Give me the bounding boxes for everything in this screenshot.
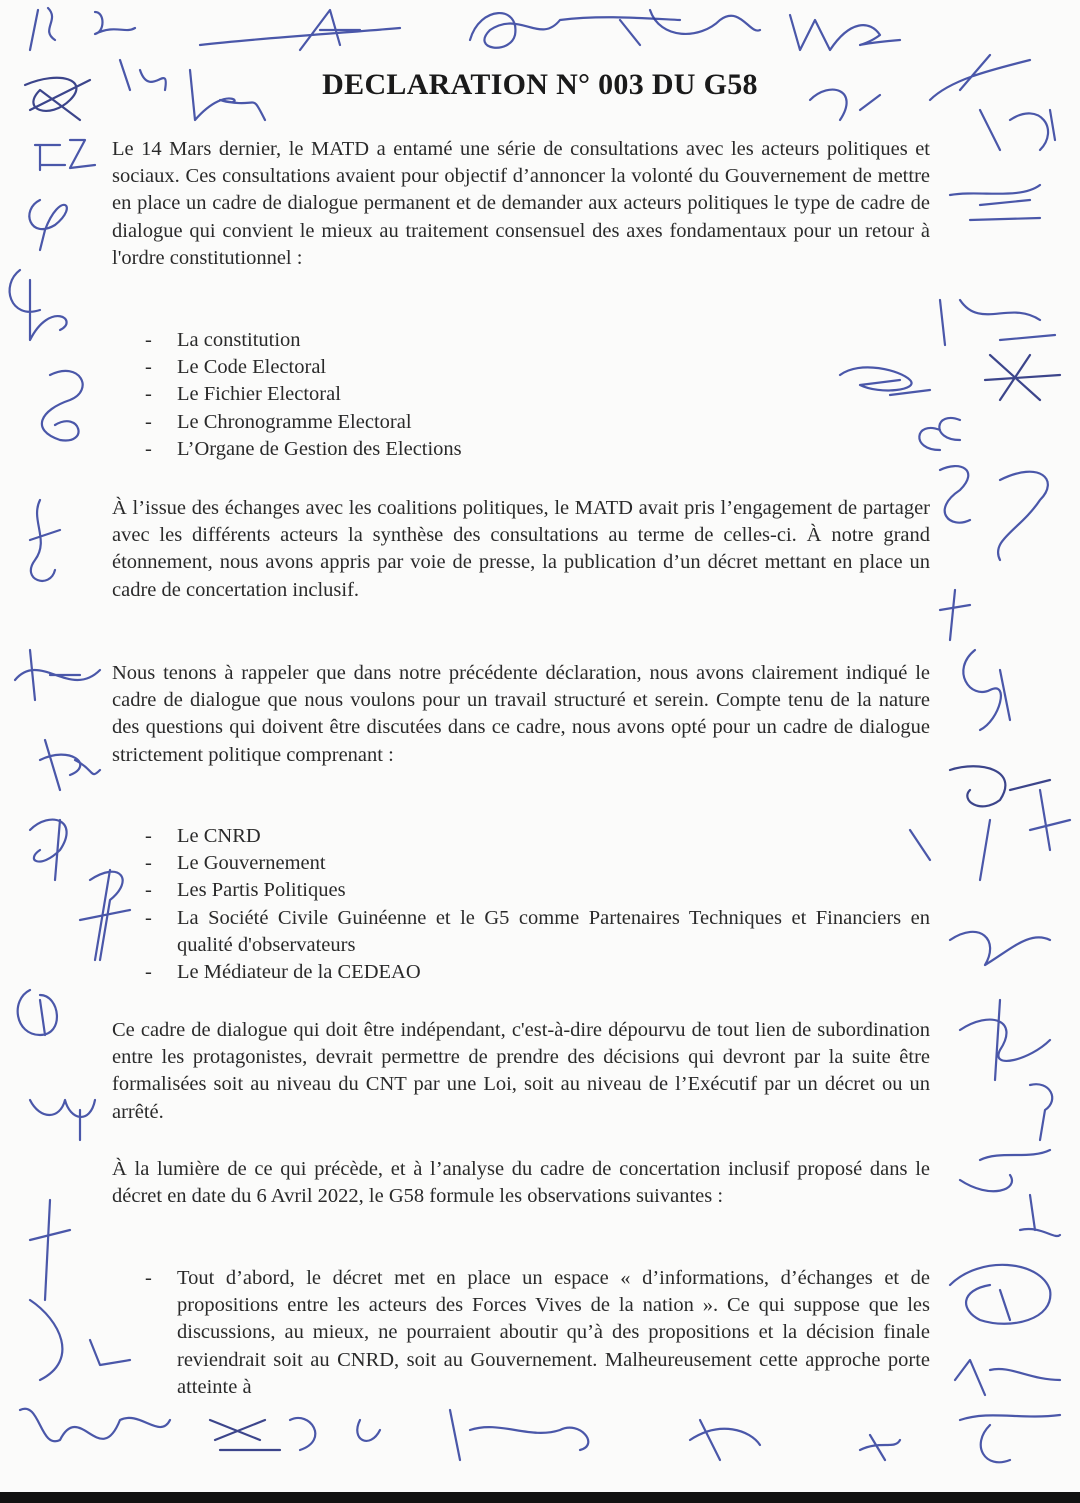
signature-icon — [290, 1418, 380, 1450]
list-item: - Le CNRD — [145, 825, 261, 847]
paragraph-2 — [112, 495, 930, 604]
signature-icon — [210, 1420, 280, 1450]
signature-icon — [955, 1360, 1060, 1395]
signature-icon — [950, 185, 1040, 220]
signature-icon — [30, 500, 60, 581]
list-item: - La constitution — [145, 329, 301, 351]
signature-icon — [29, 200, 66, 250]
signature-icon — [450, 1410, 588, 1460]
signature-icon — [1020, 1195, 1060, 1236]
signature-icon — [10, 270, 67, 340]
signature-icon — [950, 766, 1050, 806]
signature-icon — [1030, 1084, 1052, 1140]
signature-icon — [30, 820, 67, 880]
paragraph-1-text: Le 14 Mars dernier, le MATD a entamé une série de consultations avec les acteurs politiques et sociaux. Ces consultations avaient pour objectif d’annoncer la volonté du Gouvernement de mettre en place un cadre de dialogue permanent et de demander aux acteurs politiques le type de cadre de dialogue qui convient le mieux au traitement consensuel des axes fondamentaux pour un retour à l'ordre constitutionnel : — [112, 138, 930, 269]
signature-icon — [940, 590, 970, 640]
declaration-title: DECLARATION N° 003 DU G58 — [322, 68, 758, 101]
paragraph-3 — [112, 660, 930, 769]
signature-icon — [960, 1000, 1050, 1080]
signature-icon — [860, 1435, 900, 1460]
list-dialogue-axes — [112, 327, 930, 463]
list-item: - Le Médiateur de la CEDEAO — [145, 961, 421, 984]
list-item: - La Société Civile Guinéenne et le G5 comme Partenaires Techniques et Financiers en qualité d'observateurs — [145, 906, 930, 956]
signature-icon — [620, 10, 760, 45]
list-observations — [112, 1265, 930, 1401]
list-item: - Le Chronogramme Electoral — [145, 410, 412, 433]
signature-icon — [30, 1100, 95, 1140]
list-item: - Le Code Electoral — [145, 356, 327, 379]
signature-icon — [985, 355, 1060, 400]
signature-icon — [35, 140, 95, 170]
signature-icon — [18, 990, 57, 1035]
list-participants — [112, 823, 930, 986]
signature-icon — [40, 740, 100, 790]
paragraph-1 — [112, 136, 930, 272]
signature-icon — [950, 1265, 1050, 1324]
signature-icon — [20, 1409, 170, 1442]
signature-icon — [15, 650, 100, 700]
signature-icon — [42, 371, 83, 441]
signature-icon — [960, 1150, 1050, 1191]
signature-icon — [940, 300, 1055, 345]
paragraph-4 — [112, 1017, 930, 1126]
paragraph-5 — [112, 1156, 930, 1210]
signature-icon — [940, 466, 1048, 560]
paragraph-3-text: Nous tenons à rappeler que dans notre précédente déclaration, nous avons clairement indiqué le cadre de dialogue que nous voulons pour un travail structuré et serein. Compte tenu de la nature des questions qui doivent être discutées dans ce cadre, nous avons opté pour un cadre de dialogue strictement politique comprenant : — [112, 662, 930, 766]
paragraph-2-text: À l’issue des échanges avec les coalitions politiques, le MATD avait pris l’engagement de partager avec les différents acteurs la synthèse des consultations au terme de celles-ci. À notre grand étonnement, nous avons appris par voie de presse, la publication d’un décret mettant en place un cadre de concertation inclusif. — [112, 497, 930, 601]
signature-icon — [30, 8, 135, 50]
signature-icon — [980, 110, 1055, 150]
signature-icon — [963, 650, 1010, 730]
paragraph-5-text: À la lumière de ce qui précède, et à l’analyse du cadre de concertation inclusif proposé dans le décret en date du 6 Avril 2022, le G58 formule les observations suivantes : — [112, 1158, 930, 1208]
signature-icon — [910, 790, 1070, 880]
signature-icon — [960, 1415, 1060, 1462]
paragraph-4-text: Ce cadre de dialogue qui doit être indépendant, c'est-à-dire dépourvu de tout lien de subordination entre les protagonistes, devrait permettre de prendre des décisions qui devront par la suite être formalisées soit au niveau du CNT par une Loi, soit au niveau de l’Exécutif par un décret ou un arrêté. — [112, 1019, 930, 1123]
signature-icon — [470, 13, 680, 48]
signature-icon — [200, 10, 400, 50]
signature-icon — [950, 932, 1050, 965]
list-item: - Tout d’abord, le décret met en place un espace « d’informations, d’échanges et de propositions entre les acteurs des Forces Vives de la nation ». Ce qui suppose que les discussions, au mieux, ne pourraient aboutir qu’à des propositions et la décision finale reviendrait soit au CNRD, soit au Gouvernement. Malheureusement cette approche porte atteinte à — [145, 1267, 930, 1398]
list-item: - Le Gouvernement — [145, 852, 326, 875]
bottom-bar — [0, 1492, 1080, 1503]
list-item: - Le Fichier Electoral — [145, 383, 341, 406]
list-item: - Les Partis Politiques — [145, 879, 346, 902]
signature-icon — [690, 1420, 760, 1460]
signature-icon — [790, 15, 900, 50]
list-item: - L’Organe de Gestion des Elections — [145, 437, 462, 460]
